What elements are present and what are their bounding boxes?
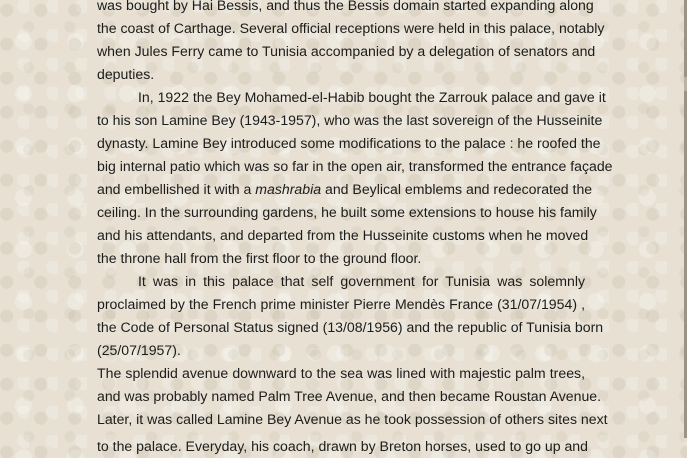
text-line: (25/07/1957). bbox=[97, 342, 181, 358]
text-line: deputies. bbox=[97, 66, 155, 82]
text-line: when Jules Ferry came to Tunisia accompanied by a delegation of senators and bbox=[97, 43, 596, 59]
text-line: proclaimed by the French prime minister Pierre Mendès France (31/07/1954) , bbox=[97, 296, 585, 312]
paragraph bbox=[97, 270, 604, 362]
text-line: and his attendants, and departed from the Husseinite customs when he moved bbox=[97, 227, 589, 243]
paragraph bbox=[97, 0, 605, 86]
text-line: the throne hall from the first floor to the ground floor. bbox=[97, 250, 422, 266]
text-line: and embellished it with a mashrabia and Beylical emblems and redecorated the bbox=[97, 181, 593, 197]
text-line: The splendid avenue downward to the sea was lined with majestic palm trees, bbox=[97, 365, 585, 381]
text-line: Later, it was called Lamine Bey Avenue as he took possession of others sites next bbox=[97, 411, 608, 427]
text-line: the coast of Carthage. Several official receptions were held in this palace, notably bbox=[97, 20, 605, 36]
text-line: the Code of Personal Status signed (13/08/1956) and the republic of Tunisia born bbox=[97, 319, 604, 335]
text-line: to his son Lamine Bey (1943-1957), who was the last sovereign of the Husseinite bbox=[97, 112, 603, 128]
italic-term: mashrabia bbox=[255, 181, 322, 197]
text-line: ceiling. In the surrounding gardens, he built some extensions to house his family bbox=[97, 204, 597, 220]
text-line: big internal patio which was so far in the open air, transformed the entrance façade bbox=[97, 158, 613, 174]
text-line: to the palace. Everyday, his coach, drawn by Breton horses, used to go up and bbox=[97, 438, 588, 454]
text-line: dynasty. Lamine Bey introduced some modifications to the palace : he roofed the bbox=[97, 135, 601, 151]
paragraph bbox=[97, 86, 613, 270]
article-body bbox=[97, 0, 613, 454]
text-line: was bought by Hai Bessis, and thus the Bessis domain started expanding along bbox=[97, 0, 594, 13]
paragraph bbox=[97, 362, 608, 454]
text-line: It was in this palace that self government for Tunisia was solemnly bbox=[138, 273, 585, 289]
text-line: In, 1922 the Bey Mohamed-el-Habib bought the Zarrouk palace and gave it bbox=[138, 89, 606, 105]
text-line: and was probably named Palm Tree Avenue, and then became Roustan Avenue. bbox=[97, 388, 602, 404]
